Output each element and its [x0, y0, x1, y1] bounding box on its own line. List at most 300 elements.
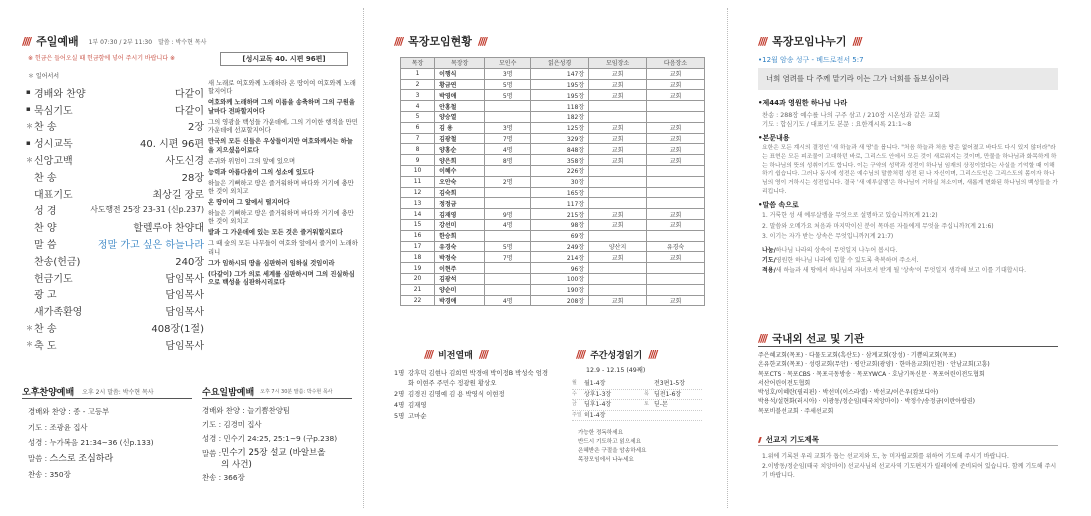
table-cell: 21	[401, 284, 435, 295]
reading-text: 히1-4장	[584, 411, 606, 419]
reading-text: 딛-몬	[654, 401, 668, 409]
table-cell	[589, 230, 647, 241]
reading-days	[572, 379, 702, 421]
table-cell: 오안숙	[435, 176, 485, 187]
wednesday-sermon: 민수기 25장 설교 (바알브올의 사건)	[221, 447, 326, 470]
cell-table	[400, 57, 705, 306]
reading-note: 가능한 정독하세요	[578, 430, 624, 437]
reading-day: 목	[644, 390, 649, 397]
vision-count: 2명	[394, 390, 405, 398]
table-cell: 190장	[531, 284, 589, 295]
order-mark: ＊	[26, 340, 33, 349]
vision-title: 비전열매	[438, 351, 473, 361]
order-label	[26, 202, 57, 217]
order-label	[26, 102, 73, 117]
order-label	[26, 219, 57, 234]
verse-line: 만국의 모든 신들은 우상들이지만 여호와께서는 하늘을 지으셨음이로다	[208, 138, 353, 154]
order-label	[26, 320, 57, 335]
reading-day: 토	[644, 401, 649, 408]
table-cell: 118장	[531, 101, 589, 112]
table-row	[401, 252, 705, 263]
order-row	[26, 118, 204, 135]
order-label	[26, 152, 73, 167]
afternoon-body	[28, 404, 154, 483]
afternoon-line: 성경 : 누가복음 21:34~36 (신p.133)	[28, 438, 154, 447]
table-cell: 3명	[485, 122, 531, 133]
wednesday-sermon-row	[202, 447, 337, 471]
order-row	[26, 202, 204, 219]
reading-header	[576, 348, 656, 361]
table-cell: 황금연	[435, 79, 485, 90]
order-row	[26, 185, 204, 202]
table-cell	[589, 176, 647, 187]
order-name: 대표기도	[34, 189, 73, 201]
apply-list	[758, 246, 1058, 276]
table-row	[401, 284, 705, 295]
vision-names: 고마순	[408, 412, 427, 420]
wednesday-meta: 오후 7시 30분 말씀: 박수현 목사	[260, 389, 333, 395]
table-cell	[485, 284, 531, 295]
deco-slash: ///	[758, 435, 760, 444]
order-leader: 담임목사	[165, 307, 204, 319]
table-cell	[485, 273, 531, 284]
table-cell: 214장	[531, 252, 589, 263]
order-row	[26, 151, 204, 168]
table-cell	[589, 165, 647, 176]
reading-text: 월1-4장	[584, 380, 606, 388]
verse-line: 그의 영광을 백성들 가운데에, 그의 기이한 행적을 만민 가운데에 선포할지어다	[208, 118, 358, 135]
table-cell: 848장	[531, 144, 589, 155]
afternoon-line: 경배와 찬양 : 종 - 고등부	[28, 407, 110, 416]
deco-slash: ////	[648, 348, 657, 361]
table-cell: 11	[401, 176, 435, 187]
table-cell: 4명	[485, 219, 531, 230]
order-name: 경배와 찬양	[34, 88, 86, 100]
table-row	[401, 176, 705, 187]
table-cell: 100장	[531, 273, 589, 284]
order-leader: 40. 시편 96편	[140, 139, 204, 151]
order-name: 성시교독	[34, 139, 73, 151]
table-cell: 박영애	[435, 90, 485, 101]
order-name: 찬 송	[34, 122, 57, 134]
table-row	[401, 90, 705, 101]
mission-line: 목포비블선교회 · 주세선교회	[758, 407, 834, 415]
divider	[758, 346, 1058, 347]
apply-text: 새 하늘과 새 땅에서 하나님의 자녀로서 받게 될 '상속'이 무엇일지 생각해 보고 이를 기대합시다.	[775, 266, 1027, 274]
question: 2. 말씀와 오메가요 처음과 마지막이신 분이 목마른 자들에게 무엇을 주십니까?(계 21:6)	[762, 222, 994, 230]
reading-day: 금	[572, 401, 577, 408]
order-name: 성 경	[34, 206, 57, 218]
table-cell: 김 용	[435, 122, 485, 133]
order-name: 묵심기도	[34, 105, 73, 117]
table-cell: 249장	[531, 241, 589, 252]
order-leader: 정말 가고 싶은 하늘나라	[97, 240, 204, 252]
table-cell: 13	[401, 198, 435, 209]
order-mark: ＊	[26, 155, 33, 164]
questions-title: •말씀 속으로	[758, 200, 799, 209]
order-name: 새가족환영	[34, 307, 83, 319]
table-cell: 교회	[589, 144, 647, 155]
table-cell: 69장	[531, 230, 589, 241]
table-row	[401, 198, 705, 209]
table-cell: 교회	[647, 122, 705, 133]
table-cell: 교회	[589, 122, 647, 133]
vision-count: 4명	[394, 401, 405, 409]
order-leader: 408장(1절)	[151, 324, 204, 336]
table-cell	[647, 111, 705, 122]
lesson-info	[758, 99, 1058, 276]
verse-line: 그가 임하시되 땅을 심판하러 임하실 것임이라	[208, 259, 335, 267]
table-cell: 208장	[531, 295, 589, 306]
order-row	[26, 336, 204, 353]
order-row	[26, 134, 204, 151]
table-cell: 교회	[589, 133, 647, 144]
reading-day: 월	[572, 380, 577, 387]
vision-item	[394, 400, 554, 410]
deco-slash: ////	[852, 34, 861, 48]
order-leader: 2장	[187, 122, 204, 134]
table-cell: 1	[401, 68, 435, 79]
order-name: 축 도	[34, 340, 57, 352]
order-label	[26, 135, 73, 150]
table-cell: 117장	[531, 198, 589, 209]
table-row	[401, 144, 705, 155]
sermon-label: 말씀 :	[28, 453, 50, 463]
lesson-hymn: 찬송 : 288장 예수를 나의 구주 삼고 / 210장 시온성과 같은 교회	[762, 111, 941, 119]
table-cell: 김숙희	[435, 187, 485, 198]
prayer-title: 선교지 기도제목	[765, 435, 819, 444]
reading-row	[572, 400, 702, 411]
table-row	[401, 241, 705, 252]
vision-names: 김경진 김명예 김 용 박영식 이현정	[408, 390, 505, 398]
prayer-header	[758, 434, 819, 445]
verse-line: 밭과 그 가운데에 있는 모든 것은 즐거워할지로다	[208, 229, 343, 237]
apply-text: 영원한 하나님 나라에 입할 수 있도록 축복하며 주소서.	[775, 256, 919, 264]
table-cell: 유경숙	[435, 241, 485, 252]
order-label	[26, 253, 80, 268]
order-name: 찬 양	[34, 223, 57, 235]
table-row	[401, 165, 705, 176]
question: 1. 거룩한 성 새 예루살렘을 무엇으로 설명하고 있습니까?(계 21:2)	[762, 212, 938, 220]
table-cell: 4	[401, 101, 435, 112]
order-name: 찬 송	[34, 324, 57, 336]
table-cell	[485, 230, 531, 241]
order-mark: ▪	[26, 88, 31, 97]
table-cell: 9	[401, 155, 435, 166]
table-cell	[647, 176, 705, 187]
table-cell	[485, 198, 531, 209]
divider	[202, 398, 352, 399]
table-cell: 16	[401, 230, 435, 241]
verse-line: 새 노래로 여호와께 노래하라 온 땅이여 여호와께 노래할지어다	[208, 80, 356, 96]
sermon-label: 말씀 :	[202, 448, 222, 458]
table-cell	[647, 273, 705, 284]
table-cell	[647, 198, 705, 209]
order-leader: 다같이	[175, 105, 204, 117]
vision-list	[394, 368, 554, 422]
table-row	[401, 273, 705, 284]
wednesday-line: 경배와 찬양 : 늘기쁨찬양팀	[202, 406, 291, 415]
table-header-cell: 목장장	[435, 58, 485, 69]
order-name: 헌금기도	[34, 273, 73, 285]
table-cell: 교회	[647, 219, 705, 230]
table-cell: 2	[401, 79, 435, 90]
order-row	[26, 84, 204, 101]
table-cell	[589, 111, 647, 122]
table-cell: 4명	[485, 144, 531, 155]
memory-verse-label: •12월 암송 성구 - 베드로전서 5:7	[758, 56, 864, 64]
table-cell: 165장	[531, 187, 589, 198]
deco-slash: ////	[477, 34, 486, 48]
vision-item	[394, 389, 554, 399]
table-cell	[647, 101, 705, 112]
order-leader: 담임목사	[165, 273, 204, 285]
table-row	[401, 230, 705, 241]
table-cell: 7명	[485, 252, 531, 263]
table-cell: 교회	[589, 68, 647, 79]
intro-text: 요한은 모든 계시의 결정인 '새 하늘과 새 땅'을 봅니다. "처음 하늘과 처음 땅은 없어졌고 바다도 다시 있지 않더라"라는 표현은 모든 피조물이 고대하던 바로, 그리스도 안에서 모든 것이 새로워지는 것이며, 만물을 하나님과 화목하게 하는 하나님의 뜻의 성취이기도 합니다. 이는 구약의 성막과 성전이 하나님 임재의 상징이었다는 사실을 기억할 때 이해하기 쉽습니다. 그러나 동시에 성전은 예수님의 말씀처럼 성전 된 나 자신이며, 그리스도인은 그리스도의 몸이자 하나님의 영이 거하시는 성전입니다. 결국 '새 예루살렘'은 하나님이 거하실 처소이며, 새롭게 변화된 하나님의 백성들을 가리킵니다.	[762, 145, 1058, 195]
reading-row	[572, 411, 702, 422]
table-cell: 17	[401, 241, 435, 252]
order-label	[26, 303, 82, 318]
apply-item	[762, 256, 1058, 266]
reading-note: 반드시 기도하고 읽으세요	[578, 439, 641, 446]
table-cell: 교회	[647, 209, 705, 220]
wednesday-line: 성경 : 민수기 24:25, 25:1~9 (구p.238)	[202, 434, 338, 444]
mission-line: 박성호/이혜란(필리핀) · 박선미(이스라엘) · 박선교/이은우(캄보디아)	[758, 389, 939, 397]
order-row	[26, 168, 204, 185]
table-cell: 226장	[531, 165, 589, 176]
table-header-cell: 목장	[401, 58, 435, 69]
table-cell: 정정금	[435, 198, 485, 209]
table-cell: 12	[401, 187, 435, 198]
vision-names: 강후덕 김현나 김희연 박경애 박이정B 박성숙 엄경화 이현주 주민수 정광원 황상오	[408, 369, 549, 387]
table-cell: 교회	[647, 90, 705, 101]
vision-count: 5명	[394, 412, 405, 420]
order-of-worship	[26, 84, 204, 353]
sunday-header	[22, 33, 206, 49]
order-leader: 28장	[181, 172, 204, 184]
table-cell: 6	[401, 122, 435, 133]
table-cell: 125장	[531, 122, 589, 133]
sunday-preacher: 말씀 : 박수현 목사	[158, 38, 207, 46]
table-cell: 양은희	[435, 155, 485, 166]
apply-key: 적용/	[762, 266, 776, 274]
table-cell: 7	[401, 133, 435, 144]
table-row	[401, 101, 705, 112]
reading-note: 은혜받은 구절을 암송하세요	[578, 447, 647, 454]
table-cell: 양산지	[589, 241, 647, 252]
afternoon-header	[22, 385, 154, 398]
table-cell: 교회	[589, 209, 647, 220]
lesson-prayer: 기도 : 합심기도 / 대표기도 본문 : 요한계시록 21:1~8	[762, 121, 912, 128]
table-cell: 18	[401, 252, 435, 263]
table-cell: 교회	[589, 252, 647, 263]
table-cell: 10	[401, 165, 435, 176]
table-row	[401, 263, 705, 274]
table-cell: 30장	[531, 176, 589, 187]
order-mark: ▪	[26, 138, 31, 147]
table-cell	[589, 273, 647, 284]
table-cell: 215장	[531, 209, 589, 220]
order-leader: 사도신경	[165, 156, 204, 168]
table-cell: 교회	[647, 252, 705, 263]
table-cell	[589, 284, 647, 295]
prayer-list	[762, 452, 1062, 481]
table-cell	[647, 165, 705, 176]
table-cell	[647, 263, 705, 274]
mission-line: 목포CTS · 목포CBS · 목포극동방송 · 목포YWCA · 호남기독신문 · 목포어린이전도협회	[758, 370, 985, 378]
order-mark: ＊	[26, 121, 33, 130]
table-cell	[485, 187, 531, 198]
verse-line: 능력과 아름다움이 그의 성소에 있도다	[208, 168, 315, 176]
table-cell: 5명	[485, 79, 531, 90]
table-row	[401, 295, 705, 306]
table-cell: 14	[401, 209, 435, 220]
prayer-line: 2.이방동/정순임(태국 치앙마이) 선교사님의 선교사역 기도편지가 릴레이에 준비되어 있습니다. 함께 기도해 주시기 바랍니다.	[762, 462, 1057, 480]
table-cell: 이현주	[435, 263, 485, 274]
order-name: 찬 송	[34, 172, 57, 184]
table-cell: 교회	[647, 144, 705, 155]
apply-key: 기도/	[762, 256, 776, 264]
table-cell: 교회	[647, 133, 705, 144]
table-cell: 5명	[485, 241, 531, 252]
reading-text: 상후1-3장	[584, 390, 612, 398]
sharing-header	[758, 33, 861, 49]
table-cell: 유경숙	[647, 241, 705, 252]
cell-panel	[364, 0, 726, 516]
table-row	[401, 155, 705, 166]
order-leader: 사도행전 25장 23-31 (신p.237)	[90, 205, 204, 215]
table-cell: 교회	[589, 219, 647, 230]
order-leader: 담임목사	[165, 340, 204, 352]
table-row	[401, 133, 705, 144]
order-row	[26, 269, 204, 286]
table-cell: 3명	[485, 68, 531, 79]
table-cell: 한승희	[435, 230, 485, 241]
reading-text: 전3편1-5장	[654, 380, 686, 388]
sharing-title: 목장모임나누기	[772, 35, 847, 48]
mission-header	[758, 331, 864, 346]
table-cell: 교회	[647, 68, 705, 79]
vision-count: 1명	[394, 369, 405, 377]
table-row	[401, 219, 705, 230]
table-cell: 8명	[485, 155, 531, 166]
question: 3. 이기는 자가 받는 상속은 무엇입니까?(계 21:7)	[762, 233, 894, 241]
deco-slash: ////	[394, 34, 403, 48]
table-cell: 2명	[485, 176, 531, 187]
mission-list	[758, 351, 1063, 416]
mission-line: 박용석/설현화(러시아) · 이광동/정순임(태국치앙마이) · 박정수/송정금(이란아랍권)	[758, 398, 976, 406]
divider	[758, 445, 1058, 446]
order-leader: 다같이	[175, 88, 204, 100]
order-label	[26, 337, 57, 352]
order-row	[26, 218, 204, 235]
deco-slash: ////	[576, 348, 585, 361]
order-row	[26, 101, 204, 118]
table-cell: 5명	[485, 90, 531, 101]
wednesday-hymn: 찬송 : 366장	[202, 472, 245, 482]
table-header-cell: 모인수	[485, 58, 531, 69]
order-name: 신앙고백	[34, 156, 73, 168]
table-cell	[589, 198, 647, 209]
table-cell: 7명	[485, 133, 531, 144]
order-label	[26, 270, 73, 285]
sunday-time: 1부 07:30 / 2부 11:30	[88, 38, 153, 46]
table-cell: 195장	[531, 90, 589, 101]
lesson-box: [성시교독 40. 시편 96편]	[220, 52, 348, 66]
mission-line: 주은혜교회(목포) · 다물도교회(흑산도) · 삼계교회(장성) · 기쁨의교회(목포)	[758, 352, 957, 359]
wednesday-header	[202, 385, 332, 398]
table-header-cell: 다음장소	[647, 58, 705, 69]
order-label	[26, 85, 85, 100]
order-row	[26, 302, 204, 319]
table-row	[401, 187, 705, 198]
table-cell: 329장	[531, 133, 589, 144]
table-cell: 이혜수	[435, 165, 485, 176]
afternoon-line: 기도 : 조광윤 집사	[28, 422, 88, 432]
table-cell	[589, 263, 647, 274]
table-cell	[485, 165, 531, 176]
table-cell: 19	[401, 263, 435, 274]
table-cell: 교회	[647, 79, 705, 90]
deco-slash: ////	[758, 332, 767, 345]
sharing-panel	[728, 0, 1091, 516]
order-label	[26, 186, 73, 201]
reading-row	[572, 390, 702, 401]
verse-line: (다같이) 그가 의로 세계를 심판하시며 그의 진실하심으로 백성을 심판하시리로다	[208, 270, 355, 287]
worship-panel	[0, 0, 362, 516]
offering-note: ※ 헌금은 들어오실 때 헌금함에 넣어 주시기 바랍니다 ※	[28, 55, 176, 62]
apply-key: 나눔/	[762, 246, 776, 254]
table-cell	[589, 101, 647, 112]
table-header-cell: 모임장소	[589, 58, 647, 69]
table-row	[401, 68, 705, 79]
deco-slash: ////	[758, 34, 767, 48]
verse-line: 그 때 숲의 모든 나무들이 여호와 앞에서 즐거이 노래하리니	[208, 240, 358, 256]
table-cell: 김재영	[435, 209, 485, 220]
vision-item	[394, 368, 554, 388]
apply-text: 하나님 나라의 상속이 무엇일지 나누어 봅시다.	[775, 246, 898, 254]
table-cell: 9명	[485, 209, 531, 220]
table-cell: 김광철	[435, 133, 485, 144]
table-cell: 박경애	[435, 295, 485, 306]
table-row	[401, 111, 705, 122]
order-leader: 담임목사	[165, 290, 204, 302]
table-cell: 20	[401, 273, 435, 284]
order-name: 광 고	[34, 290, 57, 302]
afternoon-sermon: 스스로 조심하라	[49, 453, 114, 464]
reading-day: 수	[572, 390, 577, 397]
table-cell	[647, 284, 705, 295]
deco-slash: ////	[478, 348, 487, 361]
table-cell: 양승열	[435, 111, 485, 122]
afternoon-title: 오후찬양예배	[22, 388, 75, 398]
order-mark: ▪	[26, 105, 31, 114]
cell-header	[394, 33, 486, 49]
reading-text: 딤후1-4장	[584, 401, 612, 409]
reading-day: 주일	[572, 411, 582, 418]
wednesday-line: 기도 : 김경미 집사	[202, 420, 262, 430]
order-row	[26, 319, 204, 336]
table-cell	[647, 230, 705, 241]
vision-names: 김재영	[408, 401, 427, 409]
questions-list	[758, 211, 1058, 243]
table-cell: 182장	[531, 111, 589, 122]
table-cell: 박정숙	[435, 252, 485, 263]
reading-range: 12.9 - 12.15 (49째)	[586, 367, 646, 374]
table-cell: 358장	[531, 155, 589, 166]
